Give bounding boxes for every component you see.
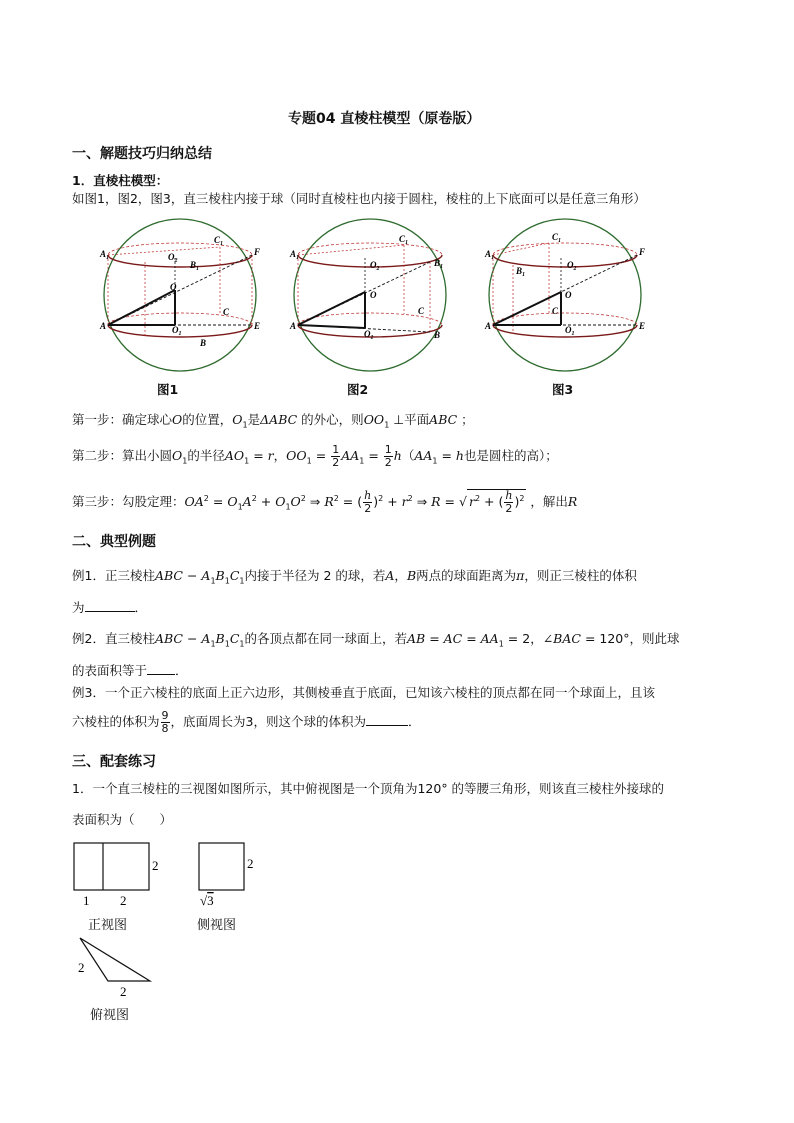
fig3-label-c: C [552,306,559,316]
intro-paragraph: 如图1，图2，图3，直三棱柱内接于球（同时直棱柱也内接于圆柱，棱柱的上下底面可以是任意三角形） [72,191,646,206]
fig2-label-c1: $C_1$ [399,234,409,246]
fig1-label-c1: $C_1$ [214,235,224,247]
fig3-label-e: E [639,321,646,331]
step-1: 第一步：确定球心O的位置，$O_1$是ΔABC 的外心，则$OO_1$ ⊥平面ABC ； [72,412,474,430]
front-view-height: 2 [152,858,159,873]
page-title: 专题04 直棱柱模型（原卷版） [288,111,481,127]
fig1-label-a: A [100,321,107,331]
fig1-label-b1: $B_1$ [190,260,200,272]
fig2-label-o2: $O_2$ [370,260,380,272]
front-view-width-right: 2 [120,893,127,908]
fig3-label-c1: $C_1$ [552,232,562,244]
fig1-label-b: B [200,338,207,348]
answer-blank[interactable] [147,662,175,675]
fig1-label-o2: $O_2$ [168,252,178,264]
top-view-label: 俯视图 [90,1008,130,1023]
question-1-line-2: 表面积为（ ） [72,812,173,827]
example-3-line-1: 例3．一个正六棱柱的底面上正六边形，其侧棱垂直于底面，已知该六棱柱的顶点都在同一个球面上，且该 [72,685,655,700]
fig2-label-b: B [434,330,441,340]
fig1-label-o1: $O_1$ [172,325,182,337]
step-2: 第二步：算出小圆$O_1$的半径$AO_1 = r$，$OO_1$ = $\frac{1}{2}$ $AA_1$ = $\frac{1}{2}$ $h(AA_1 = h$也是圆柱的高）； [72,443,558,469]
answer-blank[interactable] [366,713,408,726]
answer-blank[interactable] [85,599,135,612]
side-view-label: 侧视图 [197,918,237,933]
figure-caption-2: 图2 [347,382,369,397]
section-heading-2: 二、典型例题 [72,534,156,550]
step-3: 第三步：勾股定理：$OA^2 = O_1A^2 + O_1O^2$ ⇒ $R^2$ = ( $\frac{h}{2}$ )$^2 + r^2$ ⇒ R = √ $r^2$ + ( $\frac{h}{2}$ )$^2$ ，解出R [72,489,578,515]
question-1-line-1: 1．一个直三棱柱的三视图如图所示，其中俯视图是一个顶角为120° 的等腰三角形，则该直三棱柱外接球的 [72,781,665,796]
top-view [80,938,150,981]
example-1-line-1: 例1．正三棱柱ABC − $A_1B_1C_1$内接于半径为 2 的球，若A，B两点的球面距离为π，则正三棱柱的体积 [72,568,637,586]
fig2-label-o1: $O_1$ [364,329,374,341]
figure-caption-1: 图1 [157,382,179,397]
fig3-label-o: O [565,290,572,300]
subheading-prism-model: 1．直棱柱模型： [72,173,169,188]
example-1-line-2: 为 ． [72,600,148,615]
section-heading-1: 一、解题技巧归纳总结 [72,146,212,162]
section-heading-3: 三、配套练习 [72,754,156,770]
side-view [199,843,244,890]
example-2-line-2: 的表面积等于 ． [72,663,188,678]
side-view-width: √3 [200,893,214,908]
fig3-label-f: F [639,247,646,257]
figure-caption-3: 图3 [552,382,574,397]
front-view [74,843,149,890]
fig3-label-o1: $O_1$ [565,325,575,337]
figure-1 [104,219,256,371]
fig1-label-e: E [254,321,261,331]
fig3-label-a: A [485,321,492,331]
fig3-label-b1: $B_1$ [516,266,526,278]
sphere-figures [90,210,670,375]
front-view-width-left: 1 [83,893,90,908]
fig3-label-o2: $O_2$ [567,260,577,272]
example-2-line-1: 例2．直三棱柱ABC − $A_1B_1C_1$的各顶点都在同一球面上，若AB = AC = $AA_1 = 2$，∠BAC = 120°，则此球 [72,631,680,649]
front-view-label: 正视图 [88,918,128,933]
fig1-label-c: C [223,307,230,317]
fig1-label-a1: $A_1$ [100,249,110,261]
fig2-label-c: C [418,306,425,316]
top-view-base: 2 [120,984,127,999]
fig3-label-a1: $A_1$ [485,249,495,261]
top-view-side: 2 [78,960,85,975]
fig2-label-a1: $A_1$ [290,249,300,261]
fig1-label-o: O [170,282,177,292]
side-view-height: 2 [247,856,254,871]
example-3-line-2: 六棱柱的体积为 $\frac{9}{8}$ ，底面周长为3，则这个球的体积为 ． [72,709,421,735]
fig1-label-f: F [254,247,261,257]
fig2-label-b1: $B_1$ [434,258,444,270]
fig2-label-o: O [370,290,377,300]
fig2-label-a: A [290,321,297,331]
